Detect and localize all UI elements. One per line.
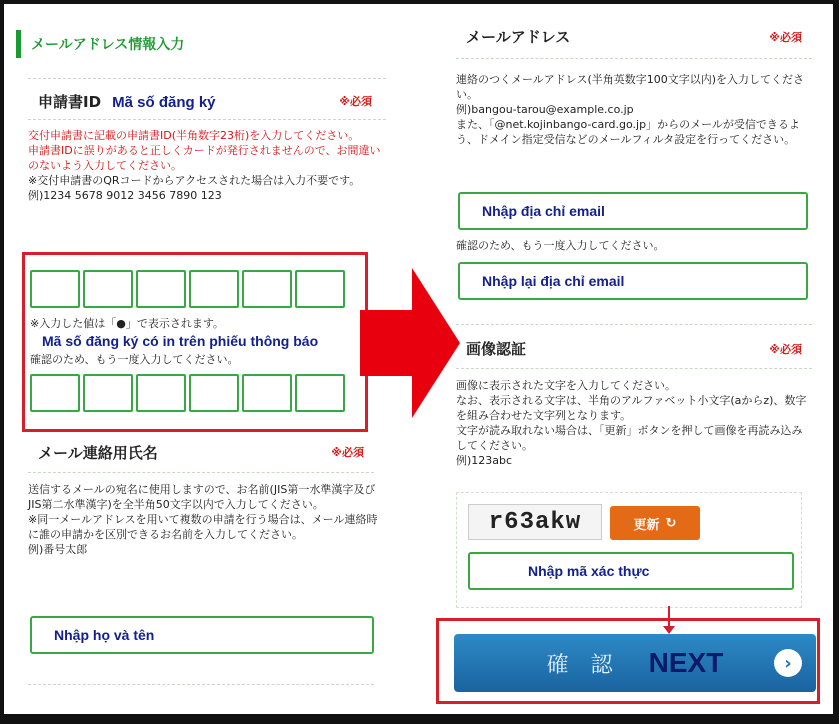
id-highlight-box [22,252,368,432]
next-label-en: NEXT [648,647,724,678]
id-note: ※交付申請書のQRコードからアクセスされた場合は入力不要です。 [28,174,361,187]
email-label: メールアドレス [466,28,571,46]
refresh-label: 更新 [633,517,660,533]
required-badge: ※必須 [769,31,802,44]
right-column [444,12,826,712]
next-label-jp: 確認 [546,652,635,678]
next-button[interactable] [454,634,816,692]
email-note: また、「@net.kojinbango-card.go.jp」からのメールが受信できるよう、ドメイン指定受信などのメールフィルタ設定を行ってください。 [456,118,800,146]
email-label-row [466,26,816,48]
name-label-row [38,442,378,462]
captcha-placeholder: Nhập mã xác thực [528,563,650,579]
id-instructions [28,128,382,203]
captcha-image: r63akw [468,504,602,540]
id-example: 例)1234 5678 9012 3456 7890 123 [28,189,222,202]
left-column [16,12,386,712]
name-placeholder: Nhập họ và tên [54,627,155,643]
required-badge: ※必須 [769,343,802,356]
id-label-vn: Mã số đăng ký [112,94,216,111]
email-placeholder: Nhập địa chỉ email [482,203,605,219]
screenshot-frame [4,4,833,714]
email-example: 例)bangou-tarou@example.co.jp [456,103,634,116]
vn-caption: Mã số đăng ký có in trên phiếu thông báo [42,333,319,349]
name-note: ※同一メールアドレスを用いて複数の申請を行う場合は、メール連絡時に誰の申請かを区別できるお名前を入力してください。 [28,513,378,541]
masked-note: ※入力した値は「●」で表示されます。 [30,317,224,330]
refresh-button[interactable] [610,506,700,540]
chevron-right-icon: › [774,649,802,677]
required-badge: ※必須 [331,446,364,459]
email-instructions [456,72,808,147]
captcha-desc: 画像に表示された文字を入力してください。 [456,379,676,392]
divider [28,472,374,473]
captcha-example: 例)123abc [456,454,513,467]
email-input[interactable] [458,192,808,230]
refresh-icon: ↻ [665,515,677,531]
email-desc: 連絡のつくメールアドレス(半角英数字100文字以内)を入力してください。 [456,73,805,101]
email-confirm-note: 確認のため、もう一度入力してください。 [456,239,665,252]
name-desc: 送信するメールの宛名に使用しますので、お名前(JIS第一水準漢字及びJIS第二水準漢字)を全半角50文字以内で入力してください。 [28,483,376,511]
divider [456,368,812,369]
captcha-input[interactable] [468,552,794,590]
divider [456,58,812,59]
captcha-label-row [466,338,816,360]
divider [28,78,386,79]
name-example: 例)番号太郎 [28,543,88,556]
email-confirm-placeholder: Nhập lại địa chỉ email [482,273,625,289]
id-label-row [38,91,386,111]
id-instr-red-2: 申請書IDに誤りがあると正しくカードが発行されませんので、お間違いのないよう入力してください。 [28,144,381,172]
divider [456,324,812,325]
divider [28,684,374,685]
page-header [16,26,386,62]
name-input[interactable] [30,616,374,654]
email-confirm-input[interactable] [458,262,808,300]
name-instructions [28,482,378,557]
name-label: メール連絡用氏名 [38,444,158,462]
required-badge: ※必須 [339,95,372,108]
header-accent-bar [16,30,21,58]
page-title: メールアドレス情報入力 [31,37,185,53]
confirm-note: 確認のため、もう一度入力してください。 [30,353,239,366]
divider [28,119,386,120]
captcha-note-2: 文字が読み取れない場合は、「更新」ボタンを押して画像を再読み込みしてください。 [456,424,803,452]
captcha-note: なお、表示される文字は、半角のアルファベット小文字(aからz)、数字を組み合わせた文字列となります。 [456,394,807,422]
id-instr-red-1: 交付申請書に記載の申請書ID(半角数字23桁)を入力してください。 [28,129,360,142]
id-label: 申請書ID [38,93,102,111]
captcha-instructions [456,378,812,468]
captcha-label: 画像認証 [466,340,527,358]
